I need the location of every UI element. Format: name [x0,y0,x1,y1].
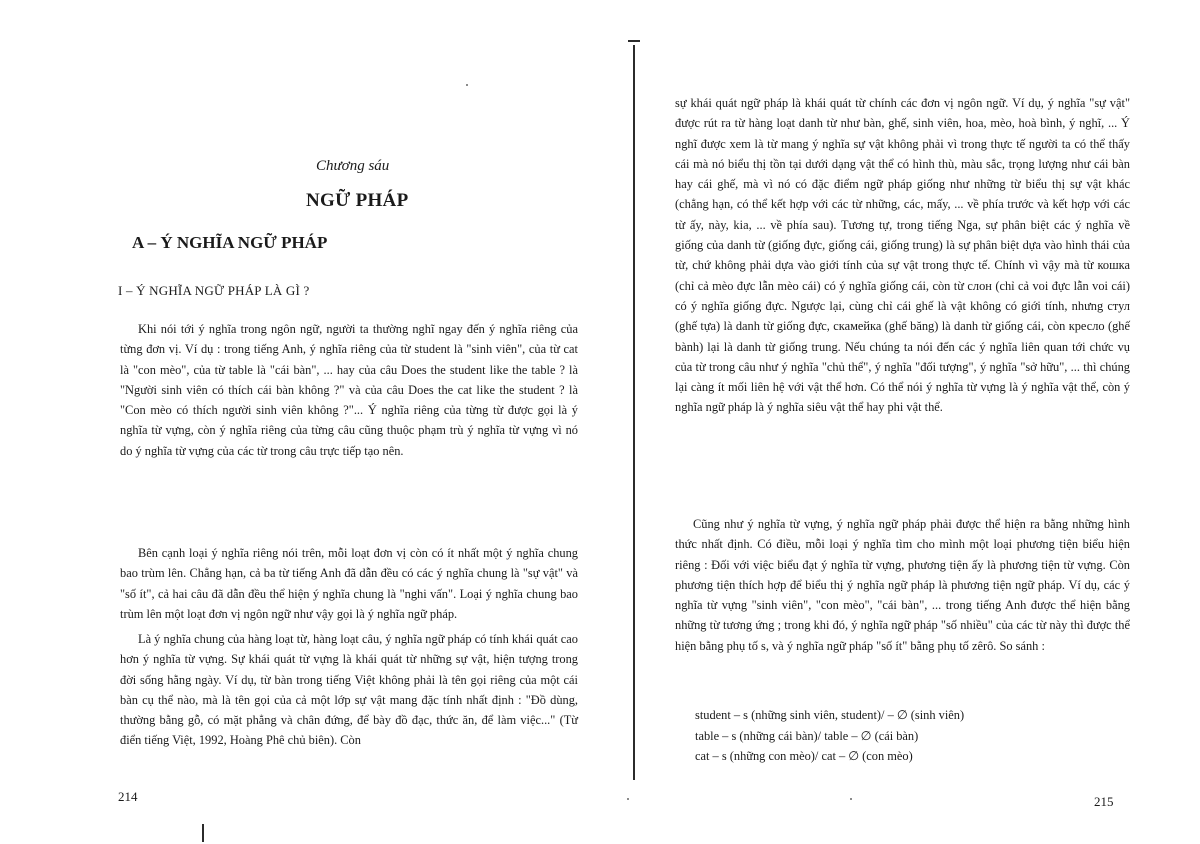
example-item: table – s (những cái bàn)/ table – ∅ (cái bàn) [695,728,919,743]
page-number-left: 214 [118,789,138,804]
left-paragraph-1: Khi nói tới ý nghĩa trong ngôn ngữ, người ta thường nghĩ ngay đến ý nghĩa riêng của từng đơn vị. Ví dụ : trong tiếng Anh, ý nghĩa riêng của từ student là "sinh viên", của từ cat là "con mèo", của từ table là "cái bàn", ... hay của câu Does the student like the table ? là "Người sinh viên có thích cái bàn không ?" và của câu Does the cat like the student ? là "Con mèo có thích người sinh viên không ?"... Ý nghĩa riêng của từng từ được gọi là ý nghĩa từ vựng, còn ý nghĩa riêng của từng câu cũng thuộc phạm trù ý nghĩa từ vựng vì nó do ý nghĩa từ vựng của các từ trong câu trực tiếp tạo nên. [120,322,578,458]
scan-speck [627,798,629,800]
subsection-heading: I – Ý NGHĨA NGỮ PHÁP LÀ GÌ ? [118,283,310,298]
chapter-title: NGỮ PHÁP [306,190,409,211]
section-heading: A – Ý NGHĨA NGỮ PHÁP [132,233,328,252]
right-page [600,0,1200,844]
example-list [695,705,1125,767]
right-paragraph-1: sự khái quát ngữ pháp là khái quát từ chính các đơn vị ngôn ngữ. Ví dụ, ý nghĩa "sự vật" được rút ra từ hàng loạt danh từ như bàn, ghế, sinh viên, hoa, mèo, hoà bình, ý nghĩ, ... Ý nghĩ được xem là từ mang ý nghĩa sự vật không phải vì trong thực tế người ta có thể thấy cái mà nó biểu thị tồn tại dưới dạng vật thể có hình thù, màu sắc, trọng lượng như cái bàn hay cái ghế, mà vì nó có đặc điểm ngữ pháp giống như những từ biểu thị sự vật khác (chẳng hạn, có thể kết hợp với các từ những, các, mấy, ... về phía trước và kết hợp với các từ ấy, này, kia, ... về phía sau). Tương tự, trong tiếng Nga, sự phân biệt các ý nghĩa về giống của danh từ (giống đực, giống cái, giống trung) là sự phân biệt dựa vào hình thái của từ, chứ không phải dựa vào giới tính của sự vật trong thực tế. Chính vì vậy mà từ кошка (chỉ cả mèo đực lẫn mèo cái) có ý nghĩa giống cái, còn từ слон (chỉ cả voi đực lẫn voi cái) có ý nghĩa giống đực. Ngược lại, cùng chỉ cái ghế là vật không có giới tính, nhưng стул (ghế tựa) là danh từ giống đực, скамейка (ghế băng) là danh từ giống cái, còn кресло (ghế bành) lại là danh từ giống trung. Nếu chúng ta nói đến các ý nghĩa liên quan tới chức vụ của từ trong câu như ý nghĩa "chủ thể", ý nghĩa "đối tượng", ý nghĩa "sở hữu", ... thì chúng lại càng ít mối liên hệ với vật thể hơn. Có thể nói ý nghĩa từ vựng là ý nghĩa vật thể, còn ý nghĩa ngữ pháp là ý nghĩa siêu vật thể hay phi vật thể. [675,96,1130,415]
example-item: cat – s (những con mèo)/ cat – ∅ (con mèo) [695,749,913,763]
right-paragraph-2: Cũng như ý nghĩa từ vựng, ý nghĩa ngữ pháp phải được thể hiện ra bằng những hình thức nhất định. Có điều, mỗi loại ý nghĩa tìm cho mình một loại phương tiện biểu hiện riêng : Đối với việc biểu đạt ý nghĩa từ vựng, phương tiện ấy là phương tiện từ vựng. Còn phương tiện thích hợp để biểu thị ý nghĩa ngữ pháp là phương tiện ngữ pháp. Ví dụ, các ý nghĩa từ vựng "sinh viên", "con mèo", "cái bàn", ... trong tiếng Anh được thể hiện bằng những từ tương ứng ; trong khi đó, ý nghĩa ngữ pháp "số nhiều" của các từ này thì được thể hiện bằng phụ tố s, và ý nghĩa ngữ pháp "số ít" bằng phụ tố zêrô. So sánh : [675,517,1130,653]
example-item: student – s (những sinh viên, student)/ – ∅ (sinh viên) [695,708,965,722]
scan-speck [466,84,468,86]
chapter-label: Chương sáu [316,158,390,174]
scan-speck [850,798,852,800]
left-paragraph-2: Bên cạnh loại ý nghĩa riêng nói trên, mỗi loạt đơn vị còn có ít nhất một ý nghĩa chung bao trùm lên. Chẳng hạn, cả ba từ tiếng Anh đã dẫn đều có các ý nghĩa chung là "sự vật" và "số ít", cả hai câu đã dẫn đều thể hiện ý nghĩa chung là "nghi vấn". Loại ý nghĩa chung bao trùm lên một loạt đơn vị ngôn ngữ như vậy gọi là ý nghĩa ngữ pháp. [120,546,578,621]
scan-mark [202,824,204,842]
left-paragraph-3: Là ý nghĩa chung của hàng loạt từ, hàng loạt câu, ý nghĩa ngữ pháp có tính khái quát cao hơn ý nghĩa từ vựng. Sự khái quát từ vựng là khái quát từ những sự vật, hiện tượng trong đời sống hằng ngày. Ví dụ, từ bàn trong tiếng Việt không phải là tên gọi riêng của một cái bàn cụ thể nào, mà là tên gọi của cả một lớp sự vật mang đặc tính nhất định : "Đồ dùng, thường bằng gỗ, có mặt phẳng và chân đứng, để bày đồ đạc, thức ăn, để làm việc..." (Từ điển tiếng Việt, 1992, Hoàng Phê chủ biên). Còn [120,632,578,748]
page-number-right: 215 [1094,794,1114,809]
